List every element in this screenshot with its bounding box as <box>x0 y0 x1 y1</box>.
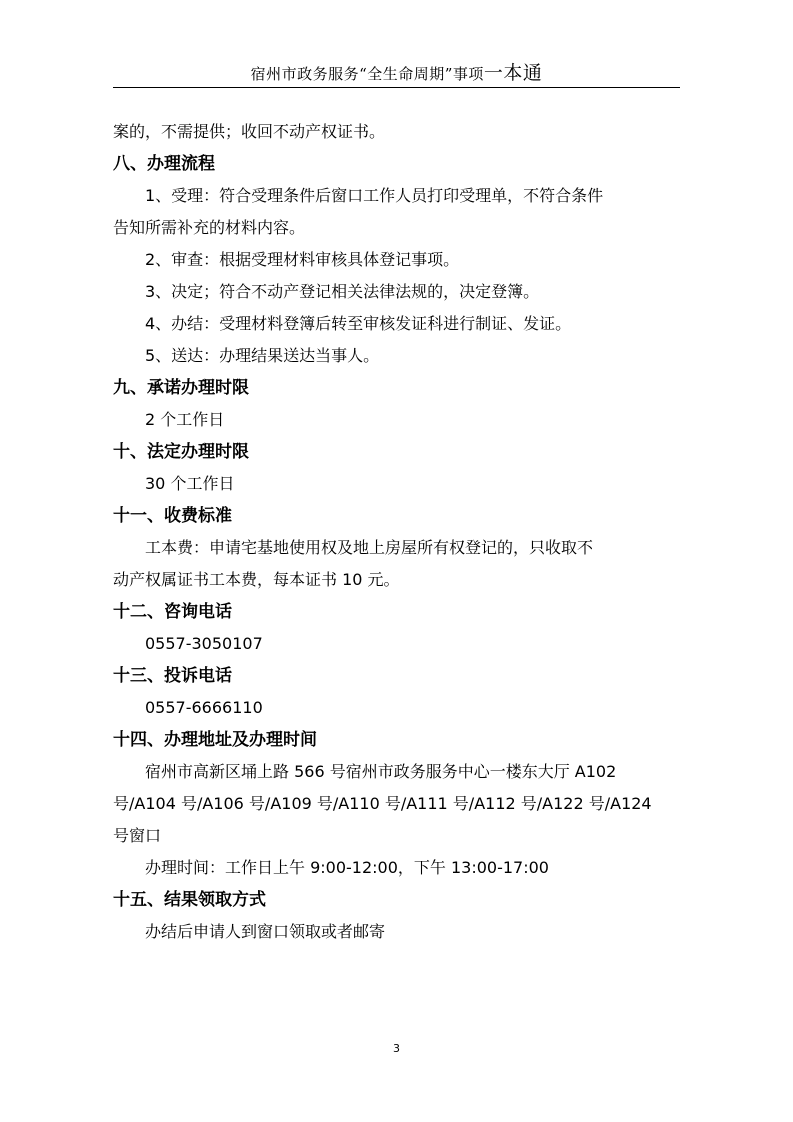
header-title: 宿州市政务服务“全生命周期”事项 <box>250 65 484 83</box>
consult-phone-value: 0557-3050107 <box>145 634 263 653</box>
process-step-accept: 1、受理：符合受理条件后窗口工作人员打印受理单，不符合条件 <box>145 186 604 205</box>
process-step-decide: 3、决定；符合不动产登记相关法律法规的，决定登簿。 <box>145 282 540 301</box>
promised-time-value: 2 个工作日 <box>145 410 225 429</box>
header-divider <box>113 87 680 88</box>
section-heading-process: 八、办理流程 <box>113 154 215 174</box>
fees-text: 工本费：申请宅基地使用权及地上房屋所有权登记的，只收取不 <box>145 538 594 557</box>
paragraph-line: 案的，不需提供；收回不动产权证书。 <box>113 122 386 141</box>
address-text-cont: 号/A104 号/A106 号/A109 号/A110 号/A111 号/A112 号/A122 号/A124 <box>113 794 652 813</box>
page-number: 3 <box>393 1042 400 1055</box>
section-heading-consult-phone: 十二、咨询电话 <box>113 602 232 622</box>
address-text-end: 号窗口 <box>113 826 162 845</box>
address-text: 宿州市高新区埇上路 566 号宿州市政务服务中心一楼东大厅 A102 <box>145 762 617 781</box>
process-step-deliver: 5、送达：办理结果送达当事人。 <box>145 346 380 365</box>
fees-text-cont: 动产权属证书工本费，每本证书 10 元。 <box>113 570 400 589</box>
section-heading-pickup: 十五、结果领取方式 <box>113 890 266 910</box>
document-body <box>113 116 688 948</box>
section-heading-legal-time: 十、法定办理时限 <box>113 442 249 462</box>
process-step-complete: 4、办结：受理材料登簿后转至审核发证科进行制证、发证。 <box>145 314 572 333</box>
process-step-review: 2、审查：根据受理材料审核具体登记事项。 <box>145 250 460 269</box>
header-title-emphasis: 一本通 <box>483 62 543 84</box>
section-heading-complaint-phone: 十三、投诉电话 <box>113 666 232 686</box>
complaint-phone-value: 0557-6666110 <box>145 698 263 717</box>
section-heading-promised-time: 九、承诺办理时限 <box>113 378 249 398</box>
page-header <box>0 58 793 85</box>
pickup-method-text: 办结后申请人到窗口领取或者邮寄 <box>145 922 386 941</box>
section-heading-address-hours: 十四、办理地址及办理时间 <box>113 730 317 750</box>
process-step-accept-cont: 告知所需补充的材料内容。 <box>113 218 306 237</box>
office-hours-text: 办理时间：工作日上午 9:00-12:00，下午 13:00-17:00 <box>145 858 549 877</box>
section-heading-fees: 十一、收费标准 <box>113 506 232 526</box>
legal-time-value: 30 个工作日 <box>145 474 235 493</box>
